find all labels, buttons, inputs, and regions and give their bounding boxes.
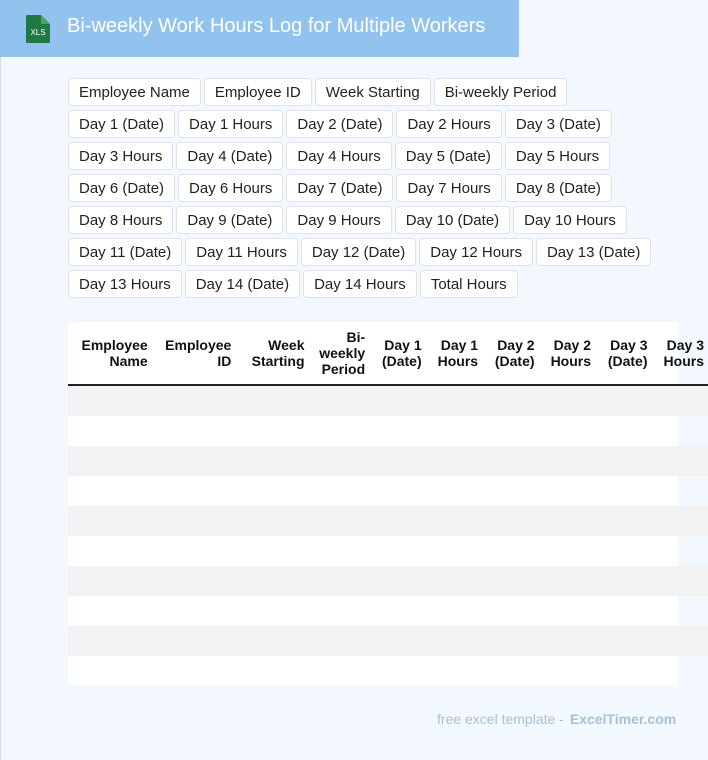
field-chip[interactable]: Day 5 Hours [505, 142, 610, 170]
page-title: Bi-weekly Work Hours Log for Multiple Workers [67, 15, 486, 37]
table-cell[interactable] [369, 385, 425, 416]
table-cell[interactable] [68, 596, 152, 626]
field-chip[interactable]: Day 14 Hours [303, 270, 417, 298]
table-cell[interactable] [369, 446, 425, 476]
field-chip[interactable]: Day 8 Hours [68, 206, 173, 234]
field-chip[interactable]: Day 11 Hours [185, 238, 298, 266]
xls-file-icon [23, 14, 51, 44]
table-cell[interactable] [595, 416, 651, 446]
table-cell[interactable] [482, 566, 538, 596]
table-cell[interactable] [309, 626, 370, 656]
table-cell[interactable] [152, 596, 236, 626]
field-chip[interactable]: Day 2 Hours [396, 110, 501, 138]
column-header[interactable]: Day 1 Hours [426, 322, 482, 385]
table-cell[interactable] [309, 596, 370, 626]
table-cell[interactable] [309, 416, 370, 446]
table-cell[interactable] [426, 596, 482, 626]
field-chip[interactable]: Day 1 (Date) [68, 110, 175, 138]
table-cell[interactable] [152, 476, 236, 506]
table-row [68, 476, 708, 506]
field-chip[interactable]: Day 4 (Date) [176, 142, 283, 170]
table-header-row [68, 322, 708, 385]
table-cell[interactable] [235, 596, 308, 626]
table-row [68, 536, 708, 566]
table-cell[interactable] [426, 536, 482, 566]
table-cell[interactable] [426, 626, 482, 656]
column-header[interactable]: Day 3 (Date) [595, 322, 651, 385]
log-table-container[interactable] [68, 322, 704, 685]
table-cell[interactable] [235, 416, 308, 446]
footer-brand-link[interactable]: ExcelTimer.com [569, 711, 677, 727]
field-chip[interactable]: Total Hours [420, 270, 518, 298]
field-chip[interactable]: Day 3 Hours [68, 142, 173, 170]
table-cell[interactable] [539, 596, 595, 626]
table-cell[interactable] [309, 506, 370, 536]
table-cell[interactable] [426, 506, 482, 536]
table-cell[interactable] [235, 656, 308, 686]
table-cell[interactable] [651, 476, 708, 506]
field-chip[interactable]: Day 1 Hours [178, 110, 283, 138]
title-banner [0, 0, 519, 57]
table-cell[interactable] [235, 446, 308, 476]
table-cell[interactable] [482, 476, 538, 506]
table-cell[interactable] [651, 596, 708, 626]
table-cell[interactable] [426, 476, 482, 506]
table-cell[interactable] [426, 385, 482, 416]
table-cell[interactable] [651, 626, 708, 656]
field-chip[interactable]: Day 2 (Date) [286, 110, 393, 138]
field-chip[interactable]: Day 12 Hours [419, 238, 533, 266]
field-chip[interactable]: Day 5 (Date) [395, 142, 502, 170]
table-row [68, 385, 708, 416]
field-chip[interactable]: Day 9 Hours [286, 206, 391, 234]
table-cell[interactable] [595, 476, 651, 506]
field-chip[interactable]: Day 6 Hours [178, 174, 283, 202]
table-row [68, 656, 708, 686]
table-cell[interactable] [309, 476, 370, 506]
table-cell[interactable] [309, 536, 370, 566]
table-cell[interactable] [651, 536, 708, 566]
table-cell[interactable] [235, 536, 308, 566]
table-cell[interactable] [152, 626, 236, 656]
footer-credit [437, 711, 676, 727]
table-cell[interactable] [482, 416, 538, 446]
field-chip[interactable]: Day 9 (Date) [176, 206, 283, 234]
field-chip[interactable]: Day 13 Hours [68, 270, 182, 298]
table-cell[interactable] [595, 536, 651, 566]
table-cell[interactable] [426, 566, 482, 596]
table-cell[interactable] [152, 566, 236, 596]
table-cell[interactable] [369, 416, 425, 446]
field-chip[interactable]: Day 13 (Date) [536, 238, 651, 266]
table-cell[interactable] [369, 536, 425, 566]
field-chip[interactable]: Day 4 Hours [286, 142, 391, 170]
table-cell[interactable] [595, 596, 651, 626]
table-cell[interactable] [651, 566, 708, 596]
table-cell[interactable] [482, 446, 538, 476]
table-cell[interactable] [235, 476, 308, 506]
table-cell[interactable] [235, 385, 308, 416]
table-cell[interactable] [595, 656, 651, 686]
column-header[interactable]: Week Starting [235, 322, 308, 385]
table-cell[interactable] [369, 626, 425, 656]
table-cell[interactable] [539, 476, 595, 506]
column-header[interactable]: Employee ID [152, 322, 236, 385]
table-cell[interactable] [482, 656, 538, 686]
table-cell[interactable] [369, 476, 425, 506]
table-cell[interactable] [539, 385, 595, 416]
table-row [68, 416, 708, 446]
field-chip[interactable]: Day 7 (Date) [286, 174, 393, 202]
table-cell[interactable] [152, 416, 236, 446]
table-cell[interactable] [539, 536, 595, 566]
table-row [68, 596, 708, 626]
table-cell[interactable] [309, 385, 370, 416]
table-cell[interactable] [595, 506, 651, 536]
table-cell[interactable] [651, 416, 708, 446]
table-cell[interactable] [426, 656, 482, 686]
field-chip[interactable]: Week Starting [315, 78, 431, 106]
table-cell[interactable] [235, 506, 308, 536]
field-chip[interactable]: Employee Name [68, 78, 201, 106]
table-cell[interactable] [539, 506, 595, 536]
table-cell[interactable] [68, 446, 152, 476]
table-row [68, 506, 708, 536]
table-cell[interactable] [651, 446, 708, 476]
table-cell[interactable] [482, 506, 538, 536]
table-cell[interactable] [482, 626, 538, 656]
table-cell[interactable] [369, 596, 425, 626]
field-chip[interactable]: Bi-weekly Period [434, 78, 568, 106]
column-header[interactable]: Employee Name [68, 322, 152, 385]
table-row [68, 446, 708, 476]
field-chip-list [68, 78, 668, 298]
table-cell[interactable] [309, 566, 370, 596]
table-row [68, 566, 708, 596]
column-header[interactable]: Bi-weekly Period [309, 322, 370, 385]
window-border [0, 0, 1, 760]
table-cell[interactable] [152, 385, 236, 416]
table-cell[interactable] [482, 385, 538, 416]
log-table [68, 322, 708, 686]
table-row [68, 626, 708, 656]
table-cell[interactable] [369, 566, 425, 596]
field-chip[interactable]: Day 11 (Date) [68, 238, 182, 266]
field-chip[interactable]: Day 3 (Date) [505, 110, 612, 138]
table-cell[interactable] [68, 626, 152, 656]
table-cell[interactable] [152, 536, 236, 566]
svg-text:XLS: XLS [30, 28, 46, 37]
table-cell[interactable] [482, 596, 538, 626]
table-cell[interactable] [235, 626, 308, 656]
table-cell[interactable] [68, 656, 152, 686]
table-cell[interactable] [152, 656, 236, 686]
table-cell[interactable] [595, 446, 651, 476]
table-cell[interactable] [539, 446, 595, 476]
field-chip[interactable]: Day 14 (Date) [185, 270, 300, 298]
table-cell[interactable] [426, 446, 482, 476]
table-cell[interactable] [651, 385, 708, 416]
table-cell[interactable] [426, 416, 482, 446]
column-header[interactable]: Day 3 Hours [651, 322, 708, 385]
table-cell[interactable] [309, 656, 370, 686]
table-cell[interactable] [68, 416, 152, 446]
column-header[interactable]: Day 2 Hours [539, 322, 595, 385]
field-chip[interactable]: Day 8 (Date) [505, 174, 612, 202]
table-cell[interactable] [68, 476, 152, 506]
field-chip[interactable]: Employee ID [204, 78, 312, 106]
table-cell[interactable] [539, 416, 595, 446]
table-cell[interactable] [68, 566, 152, 596]
field-chip[interactable]: Day 7 Hours [396, 174, 501, 202]
field-chip[interactable]: Day 10 Hours [513, 206, 627, 234]
table-cell[interactable] [651, 656, 708, 686]
field-chip[interactable]: Day 10 (Date) [395, 206, 510, 234]
table-cell[interactable] [651, 506, 708, 536]
table-cell[interactable] [309, 446, 370, 476]
table-cell[interactable] [369, 656, 425, 686]
table-cell[interactable] [539, 566, 595, 596]
table-cell[interactable] [595, 385, 651, 416]
table-cell[interactable] [482, 536, 538, 566]
table-cell[interactable] [595, 566, 651, 596]
column-header[interactable]: Day 2 (Date) [482, 322, 538, 385]
table-cell[interactable] [68, 506, 152, 536]
field-chip[interactable]: Day 12 (Date) [301, 238, 416, 266]
table-cell[interactable] [68, 385, 152, 416]
column-header[interactable]: Day 1 (Date) [369, 322, 425, 385]
table-cell[interactable] [595, 626, 651, 656]
footer-text: free excel template - [437, 711, 564, 727]
table-cell[interactable] [235, 566, 308, 596]
table-cell[interactable] [369, 506, 425, 536]
table-cell[interactable] [152, 446, 236, 476]
table-cell[interactable] [539, 656, 595, 686]
table-cell[interactable] [152, 506, 236, 536]
table-cell[interactable] [68, 536, 152, 566]
field-chip[interactable]: Day 6 (Date) [68, 174, 175, 202]
table-cell[interactable] [539, 626, 595, 656]
